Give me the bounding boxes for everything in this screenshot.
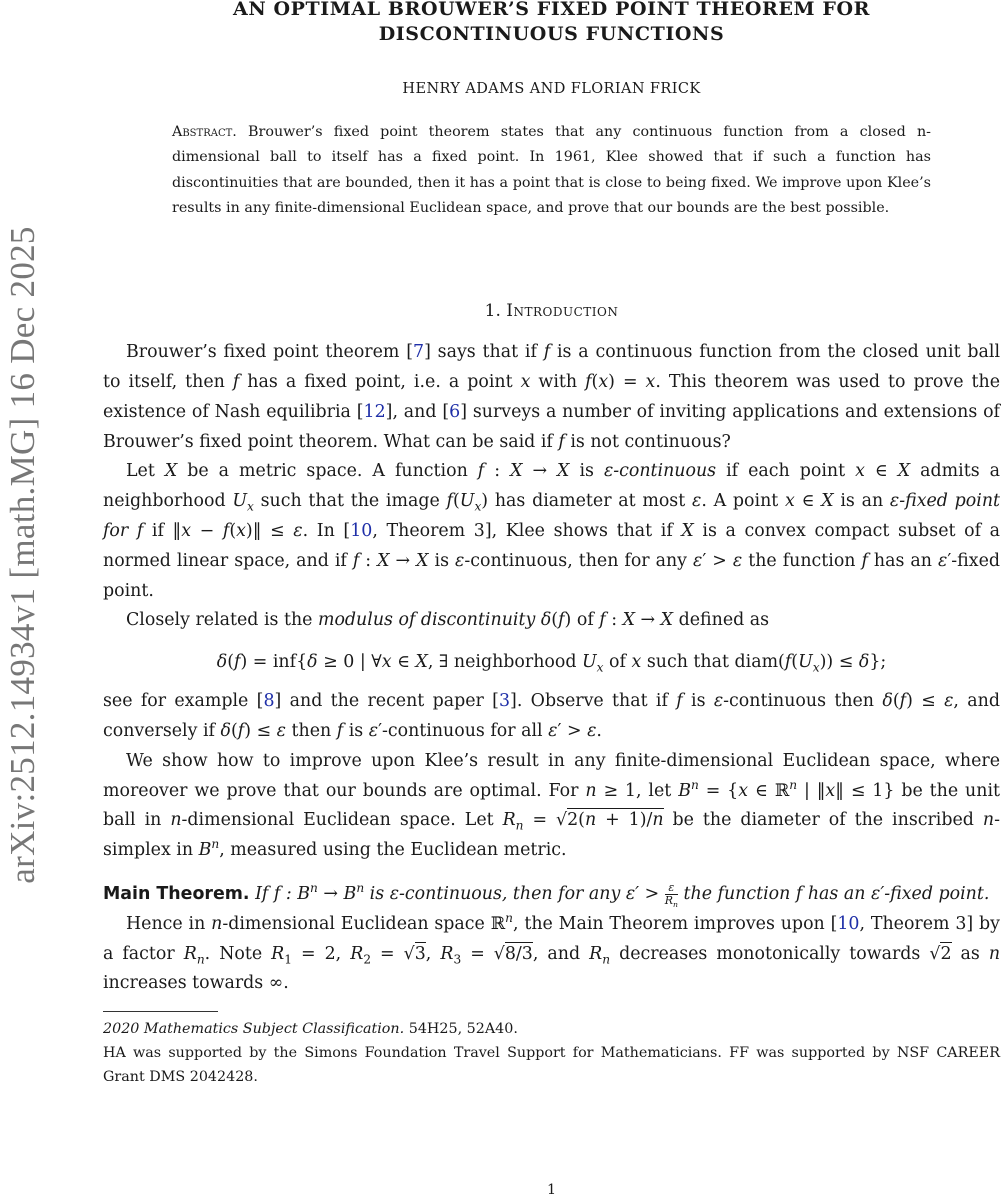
theorem-label: Main Theorem. (103, 883, 250, 904)
paragraph-2: Let X be a metric space. A function f : X → X is ε-continuous if each point x ∈ X admits a neighborhood $U_x$ such that the image $f(U_x)$ has diameter at most ε. A point x ∈ X is an ε-fixed point for f if ‖x − f(x)‖ ≤ ε. In [10, Theorem 3], Klee shows that if X is a convex compact subset of a normed linear space, and if f : X → X is ε-continuous, then for any ε′ > ε the function f has an ε′-fixed point. (103, 461, 1001, 601)
citation-link[interactable]: 12 (363, 401, 386, 422)
section-number: 1. (484, 301, 501, 322)
paragraph-5: We show how to improve upon Klee’s result in any finite-dimensional Euclidean space, where moreover we prove that our bounds are optimal. For n ≥ 1, let $B^n = \{x$ ∈ ℝ$^n$ | ‖x‖ ≤ 1} be the unit ball in n-dimensional Euclidean space. Let $R_n = √2(n + 1)/n$ be the diameter of the inscribed n-simplex in $B^n$, measured using the Euclidean metric. (103, 750, 1000, 861)
citation-link[interactable]: 6 (449, 401, 461, 422)
citation-link[interactable]: 3 (498, 691, 511, 712)
main-theorem: Main Theorem. If f : $B^n \to B^n$ is ε-continuous, then for any ε′ > $\frac{\varepsilon}{R_n}$ the function f has an ε′-fixed point. (103, 880, 990, 910)
paragraph-1: Brouwer’s fixed point theorem [7] says that if f is a continuous function from the closed unit ball to itself, then f has a fixed point, i.e. a point x with f(x) = x. This theorem was used to prove the existence of Nash equilibria [12], and [6] surveys a number of inviting applications and extensions of Brouwer’s fixed point theorem. What can be said if f is not continuous? (103, 342, 1001, 452)
arxiv-sidebar-stamp (0, 190, 46, 920)
paragraph-4: see for example [8] and the recent paper [3]. Observe that if f is ε-continuous then δ(f) ≤ ε, and conversely if δ(f) ≤ ε then f is ε′-continuous for all ε′ > ε. (103, 691, 1000, 741)
footnote-msc (103, 1017, 1000, 1041)
title-line-2: DISCONTINUOUS FUNCTIONS (378, 23, 725, 45)
paper-title (103, 0, 1000, 47)
paragraph-6: Hence in n-dimensional Euclidean space ℝ$^n$, the Main Theorem improves upon [10, Theorem 3] by a factor $R_n$. Note $R_1 = 2$, $R_2 = √3$, $R_3 = √8/3$, and $R_n$ decreases monotonically towards √2 as n increases towards ∞. (103, 910, 1001, 994)
footnote-funding: HA was supported by the Simons Foundation Travel Support for Mathematicians. FF was supported by NSF CAREER Grant DMS 2042428. (103, 1045, 1000, 1086)
title-line-1: AN OPTIMAL BROUWER’S FIXED POINT THEOREM FOR (233, 0, 870, 20)
citation-link[interactable]: 8 (263, 691, 275, 712)
page-number: 1 (546, 1182, 557, 1198)
section-heading (103, 301, 1000, 321)
abstract-label: Abstract. (172, 124, 237, 140)
citation-link[interactable]: 7 (413, 342, 425, 363)
paragraph-3: Closely related is the modulus of discontinuity δ(f) of f : X → X defined as (126, 610, 770, 631)
citation-detail: Theorem 3 (870, 913, 967, 934)
equation-modulus: δ(f) = inf{δ ≥ 0 | ∀x ∈ X, ∃ neighborhood $U_x$ of x such that $diam(f(U_x)) \le \delta$}; (216, 652, 887, 675)
citation-link[interactable]: 10 (837, 913, 860, 934)
section-title: Introduction (506, 301, 619, 322)
msc-label: 2020 Mathematics Subject Classification. (103, 1021, 405, 1038)
citation-detail: Theorem 3 (386, 520, 485, 541)
footnote-rule (103, 1011, 218, 1012)
authors: HENRY ADAMS AND FLORIAN FRICK (402, 81, 701, 97)
abstract (172, 120, 931, 221)
citation-link[interactable]: 10 (350, 520, 373, 541)
msc-codes: 54H25, 52A40. (408, 1021, 518, 1038)
abstract-text: Brouwer’s fixed point theorem states that any continuous function from a closed n-dimensional ball to itself has a fixed point. In 1961, Klee showed that if such a function has discontinuities that are bounded, then it has a point that is close to being fixed. We improve upon Klee’s results in any finite-dimensional Euclidean space, and prove that our bounds are the best possible. (172, 124, 932, 216)
arxiv-id: arXiv:2512.14934v1 [math.MG] 16 Dec 2025 (3, 226, 42, 884)
paper-page (103, 0, 1001, 1198)
